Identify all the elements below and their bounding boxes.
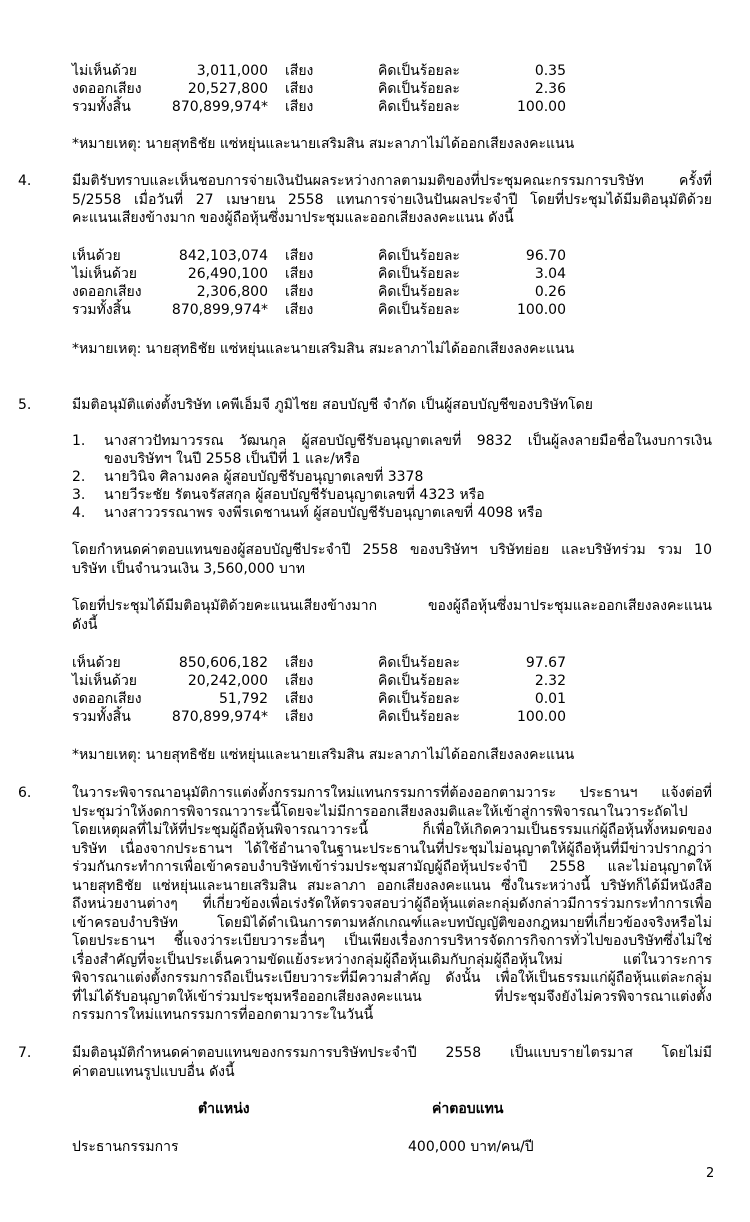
vote-percent: 100.00 <box>517 709 566 725</box>
paragraph-line: กรรมการใหม่แทนกรรมการที่ออกตามวาระในวันนี้ <box>72 1007 374 1023</box>
vote-unit: เสียง <box>285 673 314 689</box>
paragraph-line: ถึงหน่วยงานต่างๆ ที่เกี่ยวข้องเพื่อเร่งรัดให้ตรวจสอบว่าผู้ถือหุ้นแต่ละกลุ่มดังกล่าวมีการร่วมกระทำการเพื่อ <box>72 896 712 912</box>
page-number: 2 <box>706 1166 715 1181</box>
vote-percent: 0.35 <box>534 63 566 79</box>
paragraph-line: โดยที่ประชุมได้มีมติอนุมัติด้วยคะแนนเสียงข้างมาก ของผู้ถือหุ้นซึ่งมาประชุมและออกเสียงลงคะแนน <box>72 598 712 614</box>
vote-percent: 3.04 <box>534 266 566 282</box>
vote-percent-label: คิดเป็นร้อยละ <box>378 284 460 300</box>
paragraph-line: ในวาระพิจารณาอนุมัติการแต่งตั้งกรรมการใหม่แทนกรรมการที่ต้องออกตามวาระ ประธานฯ แจ้งต่อที่ <box>72 785 712 801</box>
vote-percent-label: คิดเป็นร้อยละ <box>378 266 460 282</box>
vote-percent: 2.36 <box>534 81 566 97</box>
paragraph-line: คะแนนเสียงข้างมาก ของผู้ถือหุ้นซึ่งมาประชุมและออกเสียงลงคะแนน ดังนี้ <box>72 210 514 226</box>
paragraph-line: ประชุมว่าให้งดการพิจารณาวาระนี้โดยจะไม่มีการออกเสียงลงมติและให้เข้าสู่การพิจารณาในวาระถัดไป <box>72 803 688 820</box>
vote-count: 3,011,000 <box>196 63 268 79</box>
paragraph-line: มีมติรับทราบและเห็นชอบการจ่ายเงินปันผลระหว่างกาลตามมติของที่ประชุมคณะกรรมการบริษัท ครั้งที่ <box>72 173 712 189</box>
vote-count: 26,490,100 <box>187 266 268 282</box>
vote-unit: เสียง <box>285 302 314 318</box>
vote-count: 2,306,800 <box>196 284 268 300</box>
vote-count: 870,899,974* <box>171 709 268 725</box>
vote-label-abstain: งดออกเสียง <box>72 81 142 97</box>
item5-fee-paragraph <box>72 541 712 578</box>
item6-paragraph <box>72 784 712 1025</box>
vote-count: 20,527,800 <box>187 81 268 97</box>
table-header-compensation: ค่าตอบแทน <box>432 1101 504 1117</box>
auditor-line: นายวีระชัย รัตนจรัสสกุล ผู้สอบบัญชีรับอนุญาตเลขที่ 4323 หรือ <box>104 487 485 503</box>
paragraph-line: มีมติอนุมัติกำหนดค่าตอบแทนของกรรมการบริษัทประจำปี 2558 เป็นแบบรายไตรมาส โดยไม่มี <box>72 1045 712 1061</box>
vote-percent-label: คิดเป็นร้อยละ <box>378 655 460 671</box>
vote-unit: เสียง <box>285 266 314 282</box>
vote-count: 870,899,974* <box>171 99 268 115</box>
vote-percent-label: คิดเป็นร้อยละ <box>378 63 460 79</box>
item-number: 4. <box>18 173 32 189</box>
item-number: 6. <box>18 785 32 801</box>
vote-label-total: รวมทั้งสิ้น <box>72 302 131 318</box>
vote-label-disapprove: ไม่เห็นด้วย <box>72 266 138 282</box>
vote-percent-label: คิดเป็นร้อยละ <box>378 691 460 707</box>
vote-unit: เสียง <box>285 99 314 115</box>
auditor-line: ของบริษัทฯ ในปี 2558 เป็นปีที่ 1 และ/หรือ <box>104 451 360 467</box>
vote-unit: เสียง <box>285 81 314 97</box>
paragraph-line: เรื่องสำคัญที่จะเป็นประเด็นความขัดแย้งระหว่างกลุ่มผู้ถือหุ้นเดิมกับกลุ่มผู้ถือหุ้นใหม่ แต่ในวาระการ <box>72 951 712 968</box>
vote-label-total: รวมทั้งสิ้น <box>72 709 131 725</box>
vote-percent: 100.00 <box>517 302 566 318</box>
vote-count: 850,606,182 <box>178 655 268 671</box>
paragraph-line: โดยกำหนดค่าตอบแทนของผู้สอบบัญชีประจำปี 2558 ของบริษัทฯ บริษัทย่อย และบริษัทร่วม รวม 10 <box>72 542 712 558</box>
paragraph-line: ที่ไม่ได้รับอนุญาตให้เข้าร่วมประชุมหรือออกเสียงลงคะแนน ที่ประชุมจึงยังไม่ควรพิจารณาแต่งตั้ง <box>72 988 712 1005</box>
table-cell-compensation: 400,000 บาท/คน/ปี <box>408 1139 534 1155</box>
vote-unit: เสียง <box>285 63 314 79</box>
table-cell-position: ประธานกรรมการ <box>72 1139 179 1155</box>
vote-label-total: รวมทั้งสิ้น <box>72 99 131 115</box>
vote-count: 20,242,000 <box>187 673 268 689</box>
vote-count: 51,792 <box>219 691 268 707</box>
vote-percent-label: คิดเป็นร้อยละ <box>378 81 460 97</box>
vote-percent: 2.32 <box>534 673 566 689</box>
paragraph-line: โดยประธานฯ ชี้แจงว่าระเบียบวาระอื่นๆ เป็นเพียงเรื่องการบริหารจัดการกิจการทั่วไปของบริษัทซึ่งไม่ใช่ <box>72 933 712 949</box>
vote-percent: 97.67 <box>525 655 566 671</box>
paragraph-line: ดังนี้ <box>72 616 98 633</box>
paragraph-line: พิจารณาแต่งตั้งกรรมการถือเป็นระเบียบวาระที่มีความสำคัญ ดังนั้น เพื่อให้เป็นธรรมแก่ผู้ถือหุ้นแต่ละกลุ่ม <box>72 970 712 986</box>
item7-paragraph <box>72 1044 712 1081</box>
auditor-line: นายวินิจ ศิลามงคล ผู้สอบบัญชีรับอนุญาตเลขที่ 3378 <box>104 469 424 485</box>
auditor-line: นางสาววรรณาพร จงพีรเดชานนท์ ผู้สอบบัญชีรับอนุญาตเลขที่ 4098 หรือ <box>104 505 543 521</box>
paragraph-line: เข้าครอบงำบริษัท โดยมิได้ดำเนินการตามหลักเกณฑ์และบทบัญญัติของกฎหมายที่เกี่ยวข้องจริงหรือไม่ <box>72 914 712 931</box>
paragraph-line: บริษัท เป็นจำนวนเงิน 3,560,000 บาท <box>72 560 305 577</box>
list-number: 1. <box>72 433 86 449</box>
note: *หมายเหตุ: นายสุทธิชัย แซ่หยุ่นและนายเสริมสิน สมะลาภาไม่ได้ออกเสียงลงคะแนน <box>72 136 575 152</box>
list-number: 4. <box>72 505 86 521</box>
note: *หมายเหตุ: นายสุทธิชัย แซ่หยุ่นและนายเสริมสิน สมะลาภาไม่ได้ออกเสียงลงคะแนน <box>72 341 575 357</box>
paragraph-line: ค่าตอบแทนรูปแบบอื่น ดังนี้ <box>72 1063 235 1080</box>
vote-percent-label: คิดเป็นร้อยละ <box>378 673 460 689</box>
vote-label-abstain: งดออกเสียง <box>72 284 142 300</box>
note: *หมายเหตุ: นายสุทธิชัย แซ่หยุ่นและนายเสริมสิน สมะลาภาไม่ได้ออกเสียงลงคะแนน <box>72 747 575 763</box>
paragraph-line: นายสุทธิชัย แซ่หยุ่นและนายเสริมสิน สมะลาภา ออกเสียงลงคะแนน ซึ่งในระหว่างนี้ บริษัทก็ได้มีหนังสือ <box>72 877 712 894</box>
list-number: 3. <box>72 487 86 503</box>
vote-percent-label: คิดเป็นร้อยละ <box>378 709 460 725</box>
vote-percent-label: คิดเป็นร้อยละ <box>378 302 460 318</box>
vote-count: 870,899,974* <box>171 302 268 318</box>
vote-percent-label: คิดเป็นร้อยละ <box>378 99 460 115</box>
vote-label-approve: เห็นด้วย <box>72 248 121 264</box>
item-number: 7. <box>18 1045 32 1061</box>
vote-percent: 0.01 <box>534 691 566 707</box>
vote-unit: เสียง <box>285 655 314 671</box>
vote-percent: 96.70 <box>525 248 566 264</box>
vote-unit: เสียง <box>285 691 314 707</box>
vote-percent-label: คิดเป็นร้อยละ <box>378 248 460 264</box>
vote-label-disapprove: ไม่เห็นด้วย <box>72 673 138 689</box>
table-header-position: ตำแหน่ง <box>198 1101 250 1117</box>
paragraph-line: โดยเหตุผลที่ไม่ให้ที่ประชุมผู้ถือหุ้นพิจารณาวาระนี้ ก็เพื่อให้เกิดความเป็นธรรมแก่ผู้ถือหุ้นทั้งหมดของ <box>72 822 712 838</box>
item-number: 5. <box>18 397 32 413</box>
paragraph-line: ร่วมกันกระทำการเพื่อเข้าครอบงำบริษัทเข้าร่วมประชุมสามัญผู้ถือหุ้นประจำปี 2558 และไม่อนุญาตให้ <box>72 859 712 875</box>
vote-unit: เสียง <box>285 248 314 264</box>
vote-label-disapprove: ไม่เห็นด้วย <box>72 63 138 79</box>
vote-unit: เสียง <box>285 709 314 725</box>
vote-percent: 0.26 <box>534 284 566 300</box>
vote-unit: เสียง <box>285 284 314 300</box>
item5-resolution-paragraph <box>72 597 712 634</box>
vote-percent: 100.00 <box>517 99 566 115</box>
vote-label-approve: เห็นด้วย <box>72 655 121 671</box>
item4-paragraph <box>72 172 712 228</box>
item5-intro: มีมติอนุมัติแต่งตั้งบริษัท เคพีเอ็มจี ภูมิไชย สอบบัญชี จำกัด เป็นผู้สอบบัญชีของบริษัทโดย <box>72 397 593 413</box>
auditor-line: นางสาวปัทมาวรรณ วัฒนกุล ผู้สอบบัญชีรับอนุญาตเลขที่ 9832 เป็นผู้ลงลายมือชื่อในงบการเงิน <box>104 433 712 449</box>
list-number: 2. <box>72 469 86 485</box>
vote-count: 842,103,074 <box>178 248 268 264</box>
paragraph-line: 5/2558 เมื่อวันที่ 27 เมษายน 2558 แทนการจ่ายเงินปันผลประจำปี โดยที่ประชุมได้มีมติอนุมัติด้วย <box>72 191 712 208</box>
paragraph-line: บริษัท เนื่องจากประธานฯ ได้ใช้อำนาจในฐานะประธานในที่ประชุมไม่อนุญาตให้ผู้ถือหุ้นที่มีข่าวปรากฏว่า <box>72 840 712 857</box>
vote-label-abstain: งดออกเสียง <box>72 691 142 707</box>
